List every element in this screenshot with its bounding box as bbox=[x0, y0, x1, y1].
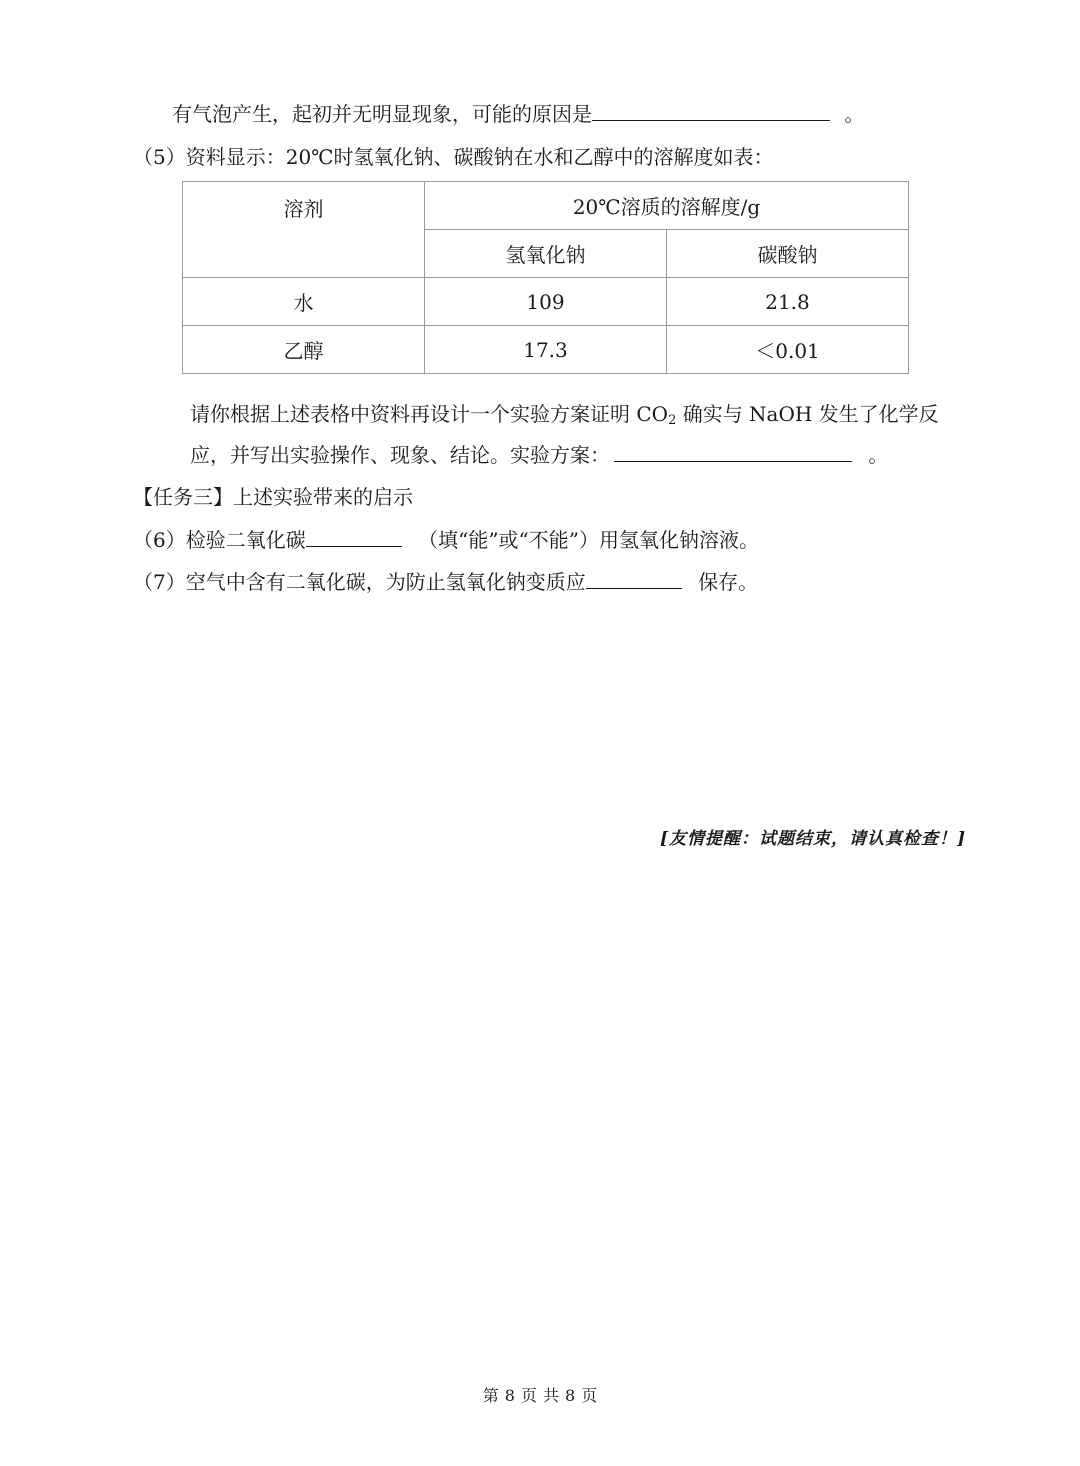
header-solubility: 20℃溶质的溶解度/g bbox=[425, 182, 909, 230]
q5-prompt-a: 请你根据上述表格中资料再设计一个实验方案证明 CO bbox=[190, 402, 669, 426]
q5-intro bbox=[133, 143, 774, 171]
q4-continuation bbox=[172, 100, 864, 128]
row-na2co3: ＜0.01 bbox=[667, 326, 909, 374]
q6-after: （填“能”或“不能”）用氢氧化钠溶液。 bbox=[418, 528, 759, 552]
solubility-table bbox=[182, 181, 909, 374]
row-solvent: 水 bbox=[183, 278, 425, 326]
page-footer bbox=[0, 1383, 1080, 1406]
row-naoh: 17.3 bbox=[425, 326, 667, 374]
q5-prompt-line2 bbox=[190, 441, 888, 469]
q7-before: （7）空气中含有二氧化碳，为防止氢氧化钠变质应 bbox=[133, 570, 586, 594]
table-row bbox=[183, 278, 909, 326]
task3-title: 【任务三】上述实验带来的启示 bbox=[133, 485, 413, 509]
co2-subscript: 2 bbox=[668, 413, 677, 428]
footer-ye: 页 bbox=[520, 1386, 537, 1405]
footer-page-number: 8 bbox=[504, 1386, 515, 1405]
q6 bbox=[133, 526, 759, 554]
q5-prompt-line1 bbox=[190, 400, 939, 435]
header-solvent: 溶剂 bbox=[183, 182, 425, 278]
footer-di: 第 bbox=[482, 1386, 499, 1405]
q4-text: 有气泡产生，起初并无明显现象，可能的原因是 bbox=[172, 102, 592, 126]
task3-heading bbox=[133, 483, 413, 511]
header-na2co3: 碳酸钠 bbox=[667, 230, 909, 278]
footer-total-pages: 8 bbox=[565, 1386, 576, 1405]
header-naoh: 氢氧化钠 bbox=[425, 230, 667, 278]
footer-gong: 共 bbox=[543, 1386, 560, 1405]
q7 bbox=[133, 568, 758, 596]
q7-answer-blank[interactable] bbox=[586, 568, 682, 589]
table-row bbox=[183, 326, 909, 374]
row-solvent: 乙醇 bbox=[183, 326, 425, 374]
q5-prompt-b: 确实与 NaOH 发生了化学反 bbox=[676, 402, 939, 426]
end-reminder: [友情提醒：试题结束，请认真检查！] bbox=[660, 829, 967, 849]
q7-after: 保存。 bbox=[698, 570, 759, 594]
q5-end: 。 bbox=[868, 443, 889, 467]
q6-answer-blank[interactable] bbox=[306, 526, 402, 547]
footer-ye2: 页 bbox=[581, 1386, 598, 1405]
q4-answer-blank[interactable] bbox=[592, 100, 830, 121]
q6-before: （6）检验二氧化碳 bbox=[133, 528, 306, 552]
q4-end: 。 bbox=[844, 102, 865, 126]
q5-answer-blank[interactable] bbox=[614, 441, 852, 462]
row-na2co3: 21.8 bbox=[667, 278, 909, 326]
q5-prompt-line2-text: 应，并写出实验操作、现象、结论。实验方案： bbox=[190, 443, 610, 467]
q5-text: （5）资料显示：20℃时氢氧化钠、碳酸钠在水和乙醇中的溶解度如表： bbox=[133, 145, 774, 169]
row-naoh: 109 bbox=[425, 278, 667, 326]
